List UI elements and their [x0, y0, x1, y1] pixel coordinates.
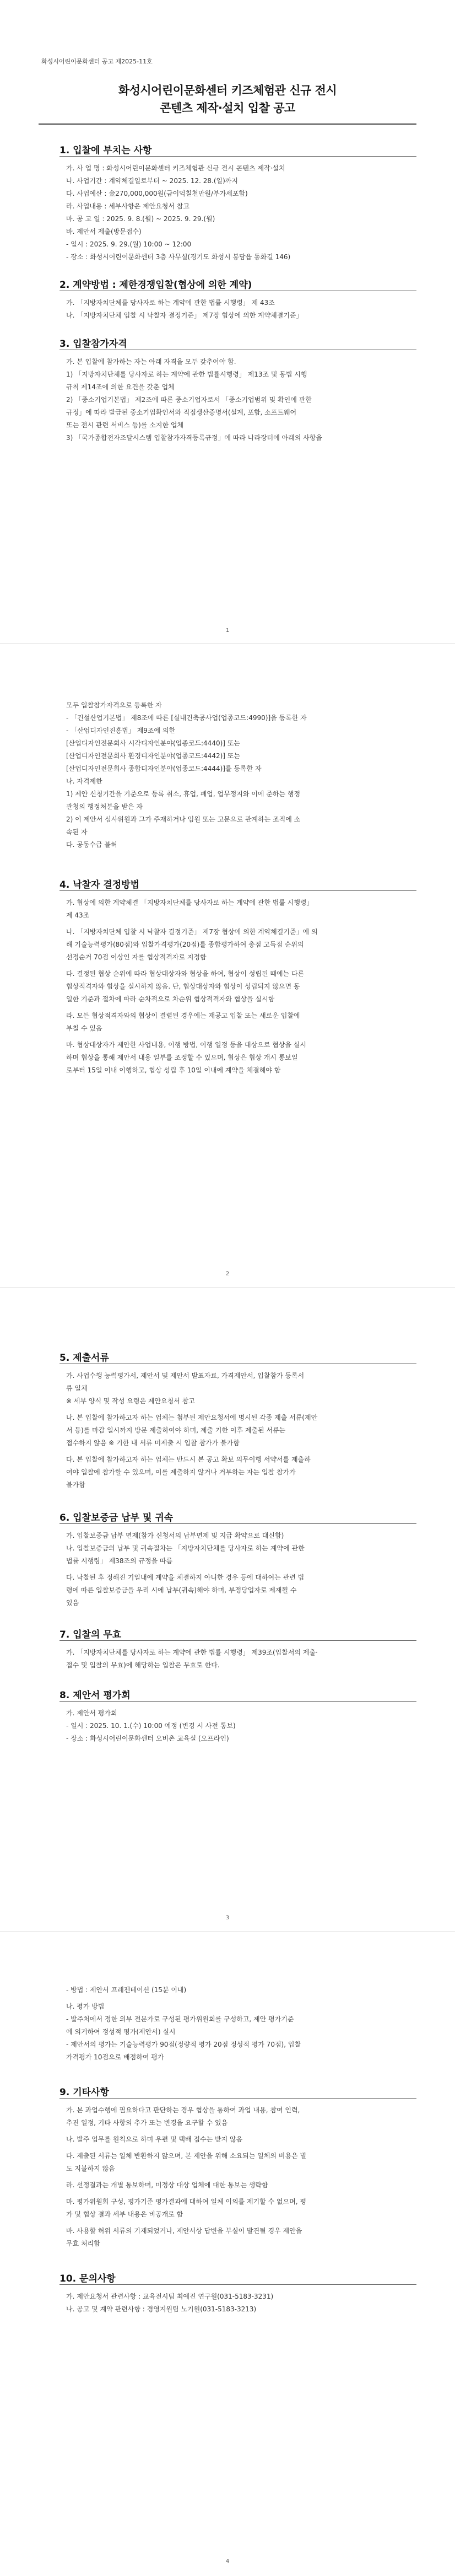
section-1-line: 바. 제안서 제출(방문접수) — [66, 228, 142, 235]
section-6-line: 다. 낙찰된 후 정해진 기일내에 계약을 체결하지 아니한 경우 등에 대하여는 관련 법 — [66, 1574, 305, 1581]
section-8-line: - 일시 : 2025. 10. 1.(수) 10:00 예정 (변경 시 사전 통보) — [66, 1722, 236, 1730]
section-6-line: 령에 따른 입찰보증금을 우리 시에 납부(귀속)해야 하며, 부정당업자로 제재될 수 — [66, 1586, 297, 1594]
section-9-line: 다. 제출된 서류는 일체 반환하지 않으며, 본 제안을 위해 소요되는 일체의 비용은 별 — [66, 2152, 306, 2160]
section-2-line: 가. 「지방자치단체를 당사자로 하는 계약에 관한 법률 시행령」 제 43조 — [66, 299, 275, 307]
section-10-heading: 10. 문의사항 — [59, 2273, 116, 2284]
section-1-line: - 일시 : 2025. 9. 29.(월) 10:00 ~ 12:00 — [66, 240, 192, 248]
section-3-line: 관청의 행정처분을 받은 자 — [66, 803, 143, 811]
section-6-line: 가. 입찰보증금 납부 면제(참가 신청서의 납부면제 및 지급 확약으로 대신함) — [66, 1532, 284, 1539]
section-4-line: 해 기술능력평가(80점)와 입찰가격평가(20점)를 종합평가하여 총점 고득점 순위의 — [66, 941, 304, 948]
section-1-line: 마. 공 고 일 : 2025. 9. 8.(월) ~ 2025. 9. 29.(월) — [66, 215, 215, 223]
section-3-line: 다. 공동수급 불허 — [66, 841, 117, 849]
section-5-line: ※ 세부 양식 및 작성 요령은 제안요청서 참고 — [66, 1397, 195, 1405]
page-number: 3 — [225, 1915, 230, 1921]
section-3-line: 2) 「중소기업기본법」 제2조에 따른 중소기업자로서 「중소기업범위 및 확인에 관한 — [66, 396, 312, 404]
section-9-line: 나. 발주 업무를 원칙으로 하며 우편 및 택배 접수는 받지 않음 — [66, 2135, 243, 2143]
section-5-line: 가. 사업수행 능력평가서, 제안서 및 제안서 발표자료, 가격제안서, 입찰참가 등록서 — [66, 1372, 305, 1380]
section-7-rule — [59, 1640, 416, 1641]
section-4-line: 마. 협상대상자가 제안한 사업내용, 이행 방법, 이행 일정 등을 대상으로 협상을 실시 — [66, 1041, 306, 1049]
section-7-heading: 7. 입찰의 무효 — [59, 1629, 122, 1640]
section-4-line: 선정순거 70점 이상인 자를 협상적격자로 지정함 — [66, 953, 207, 961]
notice-number: 화성시어린이문화센터 공고 제2025-11호 — [41, 58, 153, 65]
section-1-line: 라. 사업내용 : 세부사항은 제안요청서 참고 — [66, 202, 189, 210]
section-1-line: 가. 사 업 명 : 화성시어린이문화센터 키즈체험관 신규 전시 콘텐츠 제작·설치 — [66, 164, 285, 172]
section-4-line: 부칠 수 있음 — [66, 1024, 102, 1032]
page-number: 2 — [225, 1271, 230, 1277]
section-6-line: 나. 입찰보증금의 납부 및 귀속절차는 「지방자치단체를 당사자로 하는 계약에 관한 — [66, 1544, 305, 1552]
section-5-heading: 5. 제출서류 — [59, 1353, 109, 1364]
section-3-heading: 3. 입찰참가자격 — [59, 339, 127, 350]
section-4-rule — [59, 890, 416, 891]
section-3-line: 규정」에 따라 발급된 중소기업확인서와 직접생산증명서(설계, 포함, 소프트웨어 — [66, 409, 297, 416]
section-4-line: 협상적격자와 협상을 실시하지 않음. 단, 협상대상자와 협상이 성립되지 않으면 동 — [66, 983, 300, 990]
section-9-line: 가 및 협상 결과 세부 내용은 비공개로 함 — [66, 2210, 183, 2218]
section-3-line: - 「산업디자인진흥법」 제9조에 의한 — [66, 727, 176, 734]
section-1-heading: 1. 입찰에 부치는 사항 — [59, 145, 152, 156]
section-5-line: 다. 본 입찰에 참가하고자 하는 업체는 반드시 본 공고 확보 의무이행 서약서를 제출하 — [66, 1456, 311, 1463]
section-9-rule — [59, 2098, 416, 2099]
section-8-line: 가격평가 10점으로 배점하여 평가 — [66, 2053, 164, 2061]
section-5-line: 류 일체 — [66, 1384, 88, 1392]
section-4-line: 나. 「지방자치단체 입찰 시 낙찰자 결정기준」 제7장 협상에 의한 계약체결기준」에 의 — [66, 928, 318, 936]
section-9-heading: 9. 기타사항 — [59, 2087, 109, 2098]
section-1-line: - 장소 : 화성시어린이문화센터 3층 사무실(경기도 화성시 봉담읍 동화길 146) — [66, 253, 291, 261]
section-4-line: 일한 기준과 절차에 따라 순차적으로 차순위 협상적격자와 협상을 실시함 — [66, 995, 275, 1003]
section-4-line: 가. 협상에 의한 계약체결 「지방자치단체를 당사자로 하는 계약에 관한 법률 시행령」 — [66, 899, 313, 906]
title-divider — [39, 124, 416, 125]
section-8-line: 나. 평가 방법 — [66, 2003, 105, 2010]
section-10-line: 나. 공고 및 계약 관련사항 : 경영지원팀 노기원(031-5183-3213) — [66, 2305, 257, 2313]
section-3-line: 또는 전시 관련 서비스 등)를 소지한 업체 — [66, 421, 184, 429]
section-4-line: 하며 협상을 통해 제안서 내용 일부를 조정할 수 있으며, 협상은 협상 개시 통보일 — [66, 1054, 298, 1061]
page-title-line-1: 화성시어린이문화센터 키즈체험관 신규 전시 — [118, 84, 337, 97]
section-5-line: 불가함 — [66, 1481, 85, 1489]
section-5-line: 나. 본 입찰에 참가하고자 하는 업체는 첨부된 제안요청서에 명시된 각종 제출 서류(제안 — [66, 1414, 318, 1421]
section-6-rule — [59, 1523, 416, 1524]
section-9-line: 가. 본 과업수행에 필요하다고 판단하는 경우 협상을 통하여 과업 내용, 참여 인력, — [66, 2106, 300, 2114]
section-3-line: - 「건설산업기본법」 제8조에 따른 [실내건축공사업(업종코드:4990)]을 등록한 자 — [66, 714, 307, 722]
section-9-line: 라. 선정결과는 개별 통보하며, 미정상 대상 업체에 대한 통보는 생략함 — [66, 2181, 268, 2189]
section-10-line: 가. 제안요청서 관련사항 : 교육전시팀 최예진 연구원(031-5183-3231) — [66, 2293, 274, 2300]
section-8-line: - 제안서의 평가는 기술능력평가 90점(정량적 평가 20점 정성적 평가 70점), 입찰 — [66, 2041, 301, 2048]
section-6-line: 법률 시행령」 제38조의 규정을 따름 — [66, 1557, 173, 1565]
section-8-rule — [59, 1701, 416, 1702]
section-3-line: [산업디자인전문회사 시각디자인분야(업종코드:4440)] 또는 — [66, 739, 240, 747]
section-3-line: [산업디자인전문회사 종합디자인분야(업종코드:4444)]를 등록한 자 — [66, 765, 262, 772]
section-8-line: 에 의거하여 정성적 평가(제안서) 실시 — [66, 2028, 176, 2036]
section-3-line: 2) 이 제안서 심사위원과 그가 주재하거나 임원 또는 고문으로 관계하는 조직에 소 — [66, 815, 301, 823]
section-1-line: 다. 사업예산 : 金270,000,000원(금이억칠천만원/부가세포함) — [66, 190, 248, 197]
section-7-line: 접수 및 입찰의 무효)에 해당하는 입찰은 무효로 한다. — [66, 1661, 220, 1669]
section-2-line: 나. 「지방자치단체 입찰 시 낙찰자 결정기준」 제7장 협상에 의한 계약체결기준」 — [66, 312, 303, 319]
section-4-line: 로부터 15일 이내 이행하고, 협상 성립 후 10일 이내에 계약을 체결해야 함 — [66, 1066, 281, 1074]
section-3-line: 가. 본 입찰에 참가하는 자는 아래 자격을 모두 갖추어야 함. — [66, 358, 236, 366]
section-10-rule — [59, 2284, 416, 2285]
section-7-line: 가. 「지방자치단체를 당사자로 하는 계약에 관한 법률 시행령」 제39조(입찰서의 제출· — [66, 1649, 318, 1656]
section-9-line: 마. 평가위원회 구성, 평가기준 평가결과에 대하여 일체 이의를 제기할 수 없으며, 평 — [66, 2198, 306, 2205]
section-4-line: 제 43조 — [66, 911, 90, 919]
section-6-heading: 6. 입찰보증금 납부 및 귀속 — [59, 1512, 174, 1523]
section-3-line: 1) 제안 신청기간을 기준으로 등록 취소, 휴업, 폐업, 업무정지와 이에 준하는 행정 — [66, 790, 301, 798]
section-3-line: 1) 「지방자치단체를 당사자로 하는 계약에 관한 법률시행령」 제13조 및 동법 시행 — [66, 371, 307, 378]
section-3-line: 규칙 제14조에 의한 요건을 갖춘 업체 — [66, 383, 175, 391]
section-1-rule — [59, 156, 416, 157]
section-3-line: 모두 입찰참가자격으로 등록한 자 — [66, 701, 162, 709]
section-5-line: 접수하지 않음 ※ 기한 내 서류 미제출 시 입찰 참가가 불가함 — [66, 1439, 240, 1447]
section-4-line: 라. 모든 협상적격자와의 협상이 결렬된 경우에는 재공고 입찰 또는 새로운 입찰에 — [66, 1012, 300, 1019]
section-3-line: [산업디자인전문회사 환경디자인분야(업종코드:4442)] 또는 — [66, 752, 240, 760]
section-8-heading: 8. 제안서 평가회 — [59, 1690, 131, 1701]
section-9-line: 바. 사용할 허위 서류의 기재되었거나, 제안서상 답변을 부실이 발견될 경우 제안을 — [66, 2227, 302, 2235]
section-1-line: 나. 사업기간 : 계약체결일로부터 ~ 2025. 12. 28.(일)까지 — [66, 177, 238, 185]
section-3-line: 3) 「국가종합전자조달시스템 입찰참가자격등록규정」에 따라 나라장터에 아래의 사항을 — [66, 434, 322, 442]
section-8-line: - 발주처에서 정한 외부 전문가로 구성된 평가위원회를 구성하고, 제안 평가기준 — [66, 2015, 294, 2023]
section-3-line: 나. 자격제한 — [66, 777, 102, 785]
page-number: 4 — [225, 2558, 230, 2564]
section-6-line: 있음 — [66, 1599, 79, 1607]
section-3-line: 속된 자 — [66, 828, 88, 836]
section-2-heading: 2. 계약방법 : 제한경쟁입찰(협상에 의한 계약) — [59, 280, 252, 291]
section-8-line: - 장소 : 화성시어린이문화센터 오비촌 교육실 (오프라인) — [66, 1735, 229, 1742]
section-9-line: 추진 일정, 기타 사항의 추가 또는 변경을 요구할 수 있음 — [66, 2119, 228, 2127]
section-4-line: 다. 결정된 협상 순위에 따라 협상대상자와 협상을 하여, 협상이 성립된 때에는 다른 — [66, 970, 305, 978]
page-title-line-2: 콘텐츠 제작·설치 입찰 공고 — [160, 101, 295, 115]
section-4-heading: 4. 낙찰자 결정방법 — [59, 879, 140, 890]
section-9-line: 도 지불하지 않음 — [66, 2165, 115, 2172]
section-9-line: 무효 처리함 — [66, 2240, 100, 2247]
section-5-line: 여야 입찰에 참가할 수 있으며, 이를 제출하지 않거나 거부하는 자는 입찰 참가가 — [66, 1468, 296, 1476]
section-8-line: 가. 제안서 평가회 — [66, 1709, 117, 1717]
page-number: 1 — [225, 627, 230, 634]
section-5-line: 서 등)를 마감 일시까지 방문 제출하여야 하며, 제출 기한 이후 제출된 서류는 — [66, 1426, 286, 1434]
section-8-line: - 방법 : 제안서 프레젠테이션 (15분 이내) — [66, 1986, 187, 1994]
